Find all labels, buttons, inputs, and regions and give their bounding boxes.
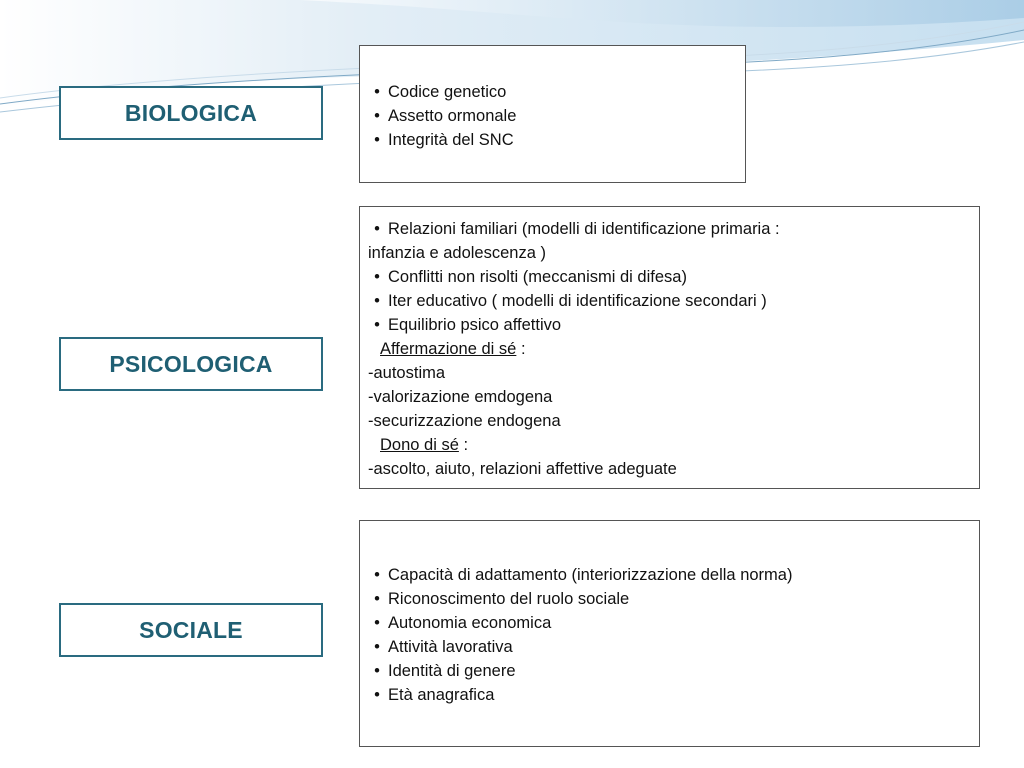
list-item: • Età anagrafica (368, 683, 971, 707)
list-item: • Identità di genere (368, 659, 971, 683)
list-item: • Assetto ormonale (368, 104, 737, 128)
content-box-sociale (359, 520, 980, 747)
list-item: • Equilibrio psico affettivo (368, 313, 971, 337)
list-item: • Integrità del SNC (368, 128, 737, 152)
list-item: -ascolto, aiuto, relazioni affettive adeguate (368, 460, 677, 478)
label-psicologica-text: PSICOLOGICA (109, 350, 273, 377)
label-biologica-text: BIOLOGICA (124, 99, 258, 126)
list-item: • Conflitti non risolti (meccanismi di difesa) (368, 265, 971, 289)
content-box-psicologica (359, 206, 980, 489)
subheading-dono-suffix: : (458, 436, 469, 454)
subheading-dono-text: Dono di sé (380, 436, 459, 454)
content-box-biologica (359, 45, 746, 183)
list-item: • Relazioni familiari (modelli di identificazione primaria : (368, 217, 971, 241)
list-item: -securizzazione endogena (368, 412, 561, 430)
subheading-affermazione-text: Affermazione di sé (380, 340, 517, 358)
subheading-affermazione-suffix: : (516, 340, 526, 358)
list-item: • Riconoscimento del ruolo sociale (368, 587, 971, 611)
list-item: • Capacità di adattamento (interiorizzazione della norma) (368, 563, 971, 587)
list-item: -autostima (368, 364, 446, 382)
label-sociale-text: SOCIALE (139, 616, 243, 643)
list-item: • Codice genetico (368, 80, 737, 104)
subheading-affermazione (368, 337, 971, 361)
label-biologica (59, 86, 323, 140)
list-item: • Attività lavorativa (368, 635, 971, 659)
list-item-continuation: infanzia e adolescenza ) (368, 244, 546, 262)
list-item: -valorizazione emdogena (368, 388, 553, 406)
list-item: • Iter educativo ( modelli di identificazione secondari ) (368, 289, 971, 313)
list-item: • Autonomia economica (368, 611, 971, 635)
label-sociale (59, 603, 323, 657)
label-psicologica (59, 337, 323, 391)
subheading-dono (368, 433, 971, 457)
